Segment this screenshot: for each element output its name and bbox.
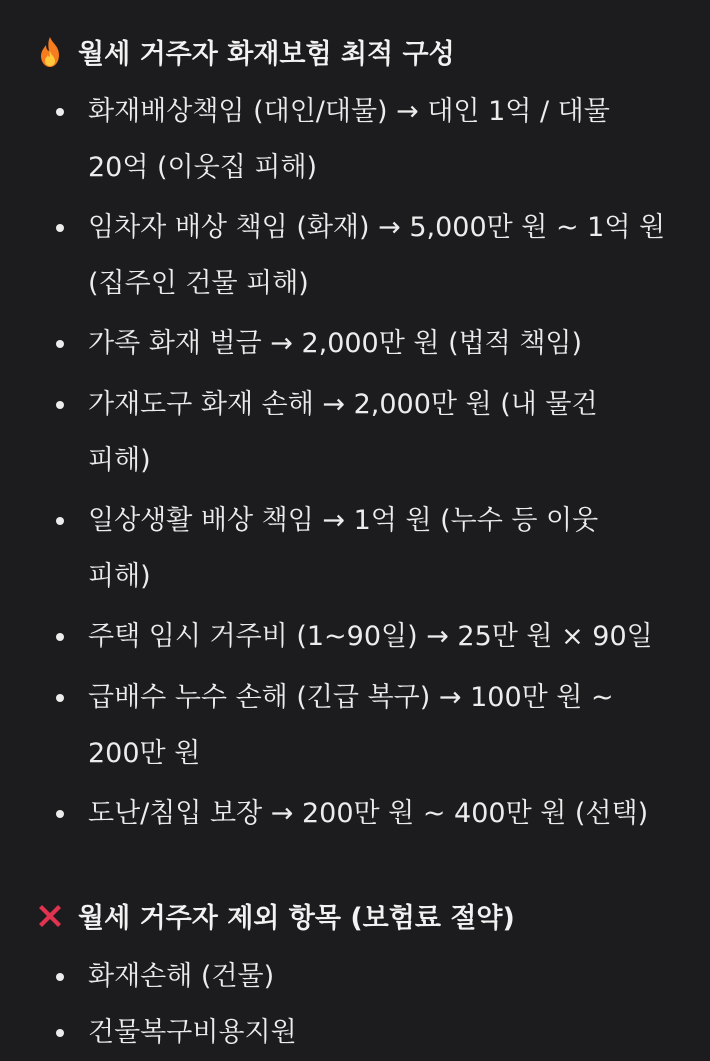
list-item-text: 도난/침입 보장 → 200만 원 ~ 400만 원 (선택) [88, 798, 649, 829]
list-item-text: 화재손해 (건물) [88, 961, 275, 992]
bullet-icon [56, 810, 64, 818]
list-item [56, 1005, 676, 1061]
list-item-text: 주택 임시 거주비 (1~90일) → 25만 원 × 90일 [88, 621, 653, 652]
bullet-icon [56, 1029, 64, 1037]
list-item [56, 377, 676, 489]
cross-mark-icon [32, 898, 68, 934]
bullet-icon [56, 401, 64, 409]
section-heading-excluded-items [32, 896, 515, 935]
list-item-text: 건물복구비용지원 [88, 1017, 297, 1048]
list-item [56, 84, 676, 196]
list-item-text: 급배수 누수 손해 (긴급 복구) → 100만 원 ~ 200만 원 [88, 682, 614, 769]
bullet-icon [56, 340, 64, 348]
list-item [56, 786, 676, 842]
list-item [56, 493, 676, 605]
fire-icon [32, 34, 68, 70]
bullet-icon [56, 973, 64, 981]
list-item-text: 가족 화재 벌금 → 2,000만 원 (법적 책임) [88, 328, 583, 359]
section-heading-fire-insurance [32, 32, 455, 71]
list-item [56, 316, 676, 372]
list-item [56, 670, 676, 782]
bullet-icon [56, 224, 64, 232]
bullet-icon [56, 108, 64, 116]
list-item [56, 200, 676, 312]
list-item-text: 화재배상책임 (대인/대물) → 대인 1억 / 대물 20억 (이웃집 피해) [88, 96, 610, 183]
bullet-icon [56, 633, 64, 641]
bullet-icon [56, 517, 64, 525]
section-title: 월세 거주자 화재보험 최적 구성 [78, 39, 455, 70]
bullet-icon [56, 694, 64, 702]
section-title: 월세 거주자 제외 항목 (보험료 절약) [78, 903, 515, 934]
list-item [56, 609, 676, 665]
list-item-text: 가재도구 화재 손해 → 2,000만 원 (내 물건 피해) [88, 389, 598, 476]
list-item-text: 일상생활 배상 책임 → 1억 원 (누수 등 이웃 피해) [88, 505, 599, 592]
list-item [56, 949, 676, 1005]
list-item-text: 임차자 배상 책임 (화재) → 5,000만 원 ~ 1억 원 (집주인 건물 피해) [88, 212, 666, 299]
